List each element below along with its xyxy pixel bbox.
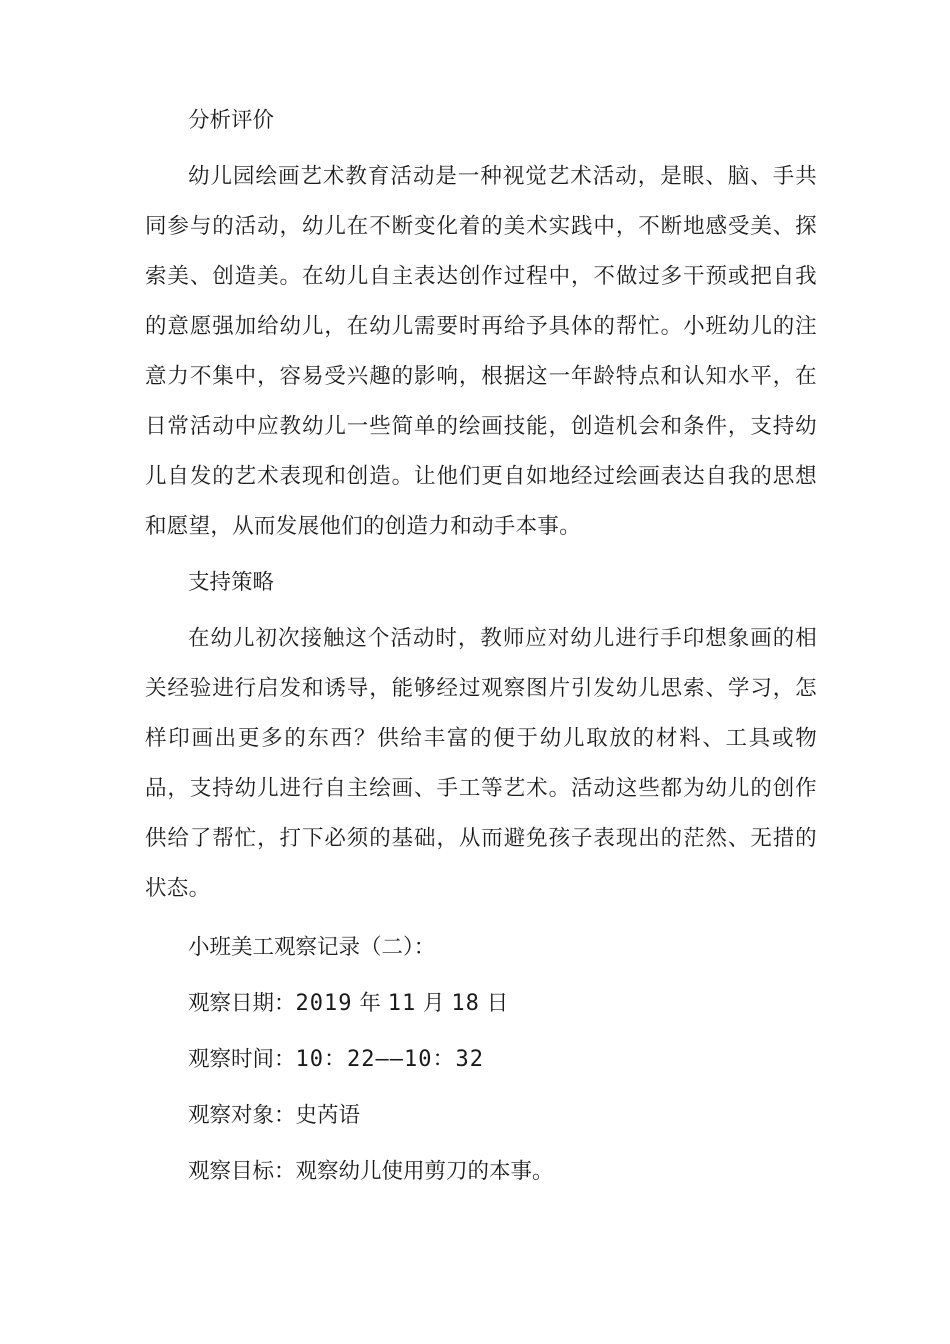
- record-time: [145, 1032, 817, 1088]
- record-goal-value: 观察幼儿使用剪刀的本事。: [295, 1159, 554, 1184]
- strategy-paragraph: 在幼儿初次接触这个活动时，教师应对幼儿进行手印想象画的相关经验进行启发和诱导，能够经过观察图片引发幼儿思索、学习，怎样印画出更多的东西？供给丰富的便于幼儿取放的材料、工具或物品，支持幼儿进行自主绘画、手工等艺术。活动这些都为幼儿的创作供给了帮忙，打下必须的基础，从而避免孩子表现出的茫然、无措的状态。: [145, 626, 817, 901]
- record-date-month-unit: 月: [423, 991, 445, 1016]
- record-date-year: 2019: [295, 991, 353, 1016]
- record-date-label: 观察日期：: [188, 991, 296, 1016]
- record-time-value: 10：22——10：32: [295, 1047, 484, 1072]
- record-date-day-unit: 日: [486, 991, 509, 1016]
- record-goal-label: 观察目标：: [188, 1159, 296, 1184]
- record-date: [145, 976, 817, 1032]
- record-goal: [145, 1144, 817, 1200]
- record-title: 小班美工观察记录（二）：: [188, 935, 436, 960]
- record-time-label: 观察时间：: [188, 1047, 296, 1072]
- record-date-year-unit: 年: [359, 991, 381, 1016]
- record-subject-value: 史芮语: [295, 1103, 361, 1128]
- record-date-month: 11: [387, 991, 417, 1016]
- record-date-day: 18: [451, 991, 480, 1016]
- record-subject: [145, 1088, 817, 1144]
- record-subject-label: 观察对象：: [188, 1103, 296, 1128]
- analysis-paragraph: 幼儿园绘画艺术教育活动是一种视觉艺术活动，是眼、脑、手共同参与的活动，幼儿在不断变化着的美术实践中，不断地感受美、探索美、创造美。在幼儿自主表达创作过程中，不做过多干预或把自我的意愿强加给幼儿，在幼儿需要时再给予具体的帮忙。小班幼儿的注意力不集中，容易受兴趣的影响，根据这一年龄特点和认知水平，在日常活动中应教幼儿一些简单的绘画技能，创造机会和条件，支持幼儿自发的艺术表现和创造。让他们更自如地经过绘画表达自我的思想和愿望，从而发展他们的创造力和动手本事。: [145, 164, 817, 539]
- document-page: [145, 96, 817, 1200]
- section-heading-analysis: 分析评价: [188, 108, 275, 133]
- section-heading-strategy: 支持策略: [188, 570, 275, 595]
